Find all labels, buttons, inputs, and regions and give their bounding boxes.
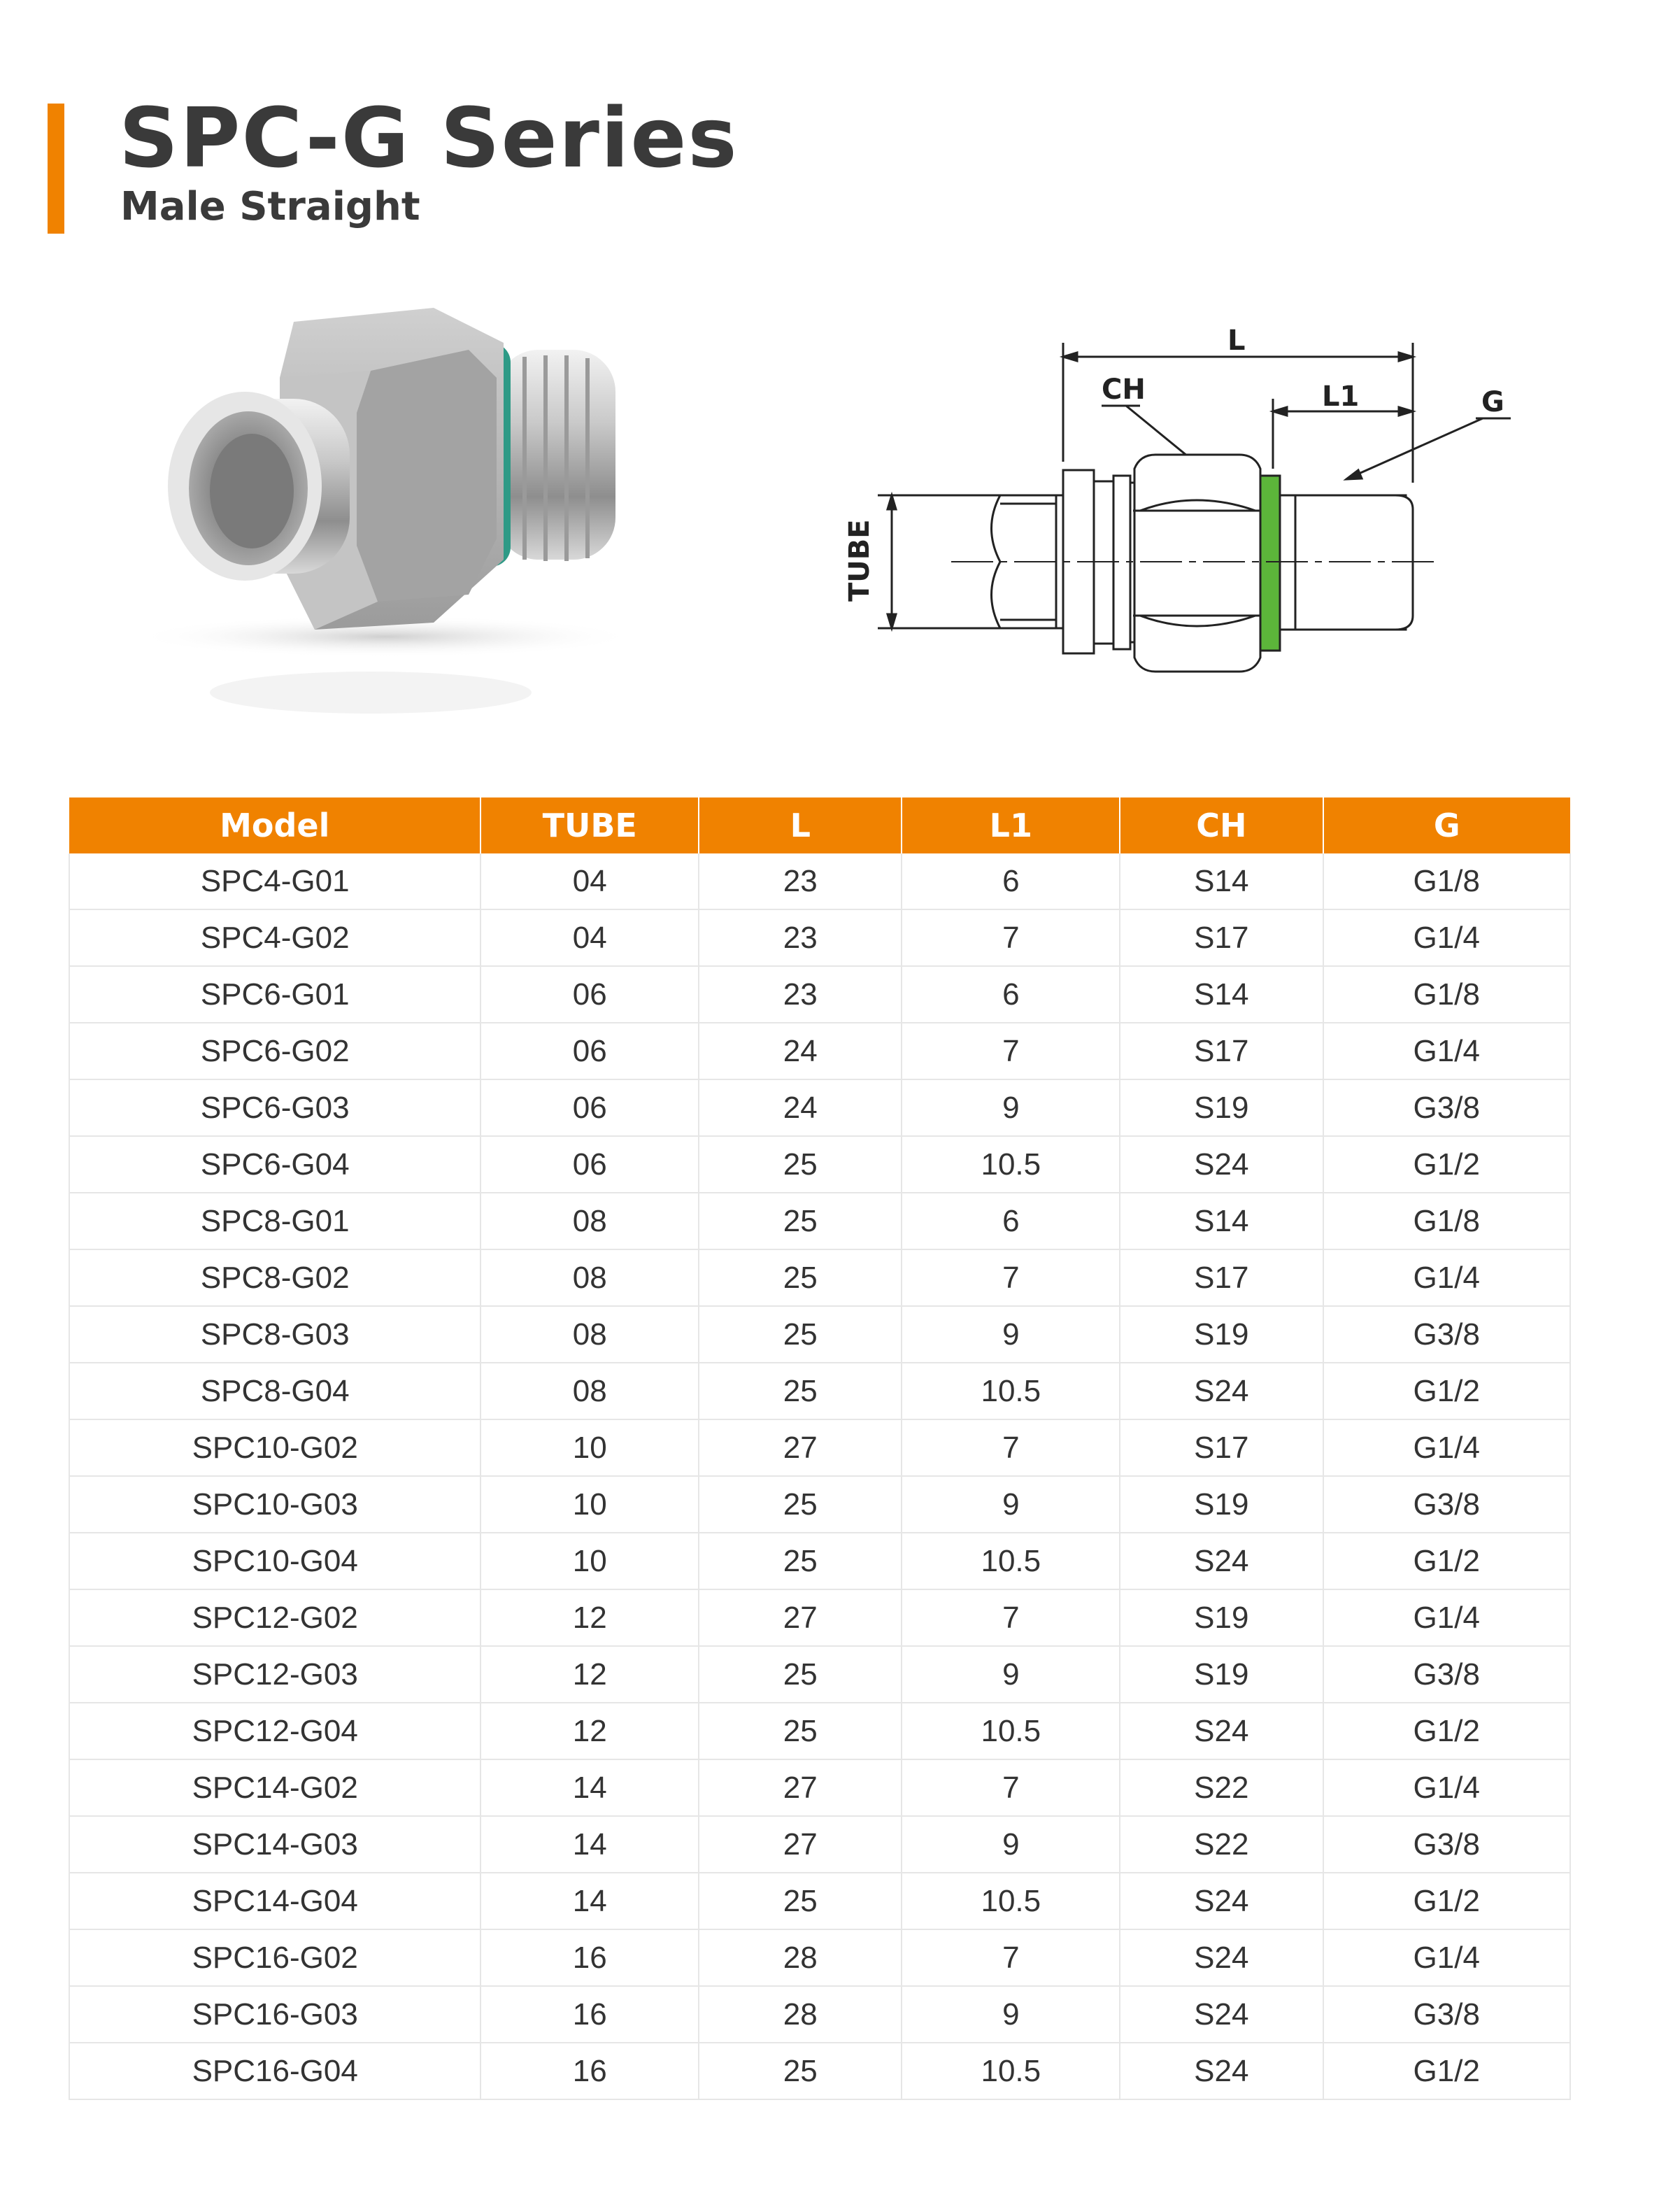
cell-l1: 10.5 <box>902 1533 1120 1589</box>
cell-ch: S24 <box>1120 1703 1323 1759</box>
table-row <box>69 2043 1570 2099</box>
cell-ch: S17 <box>1120 1419 1323 1476</box>
cell-g: G1/2 <box>1323 1363 1571 1419</box>
cell-l: 25 <box>699 1646 902 1703</box>
dimension-label-l: L <box>1227 325 1246 357</box>
dimension-label-l1: L1 <box>1322 381 1360 413</box>
cell-tube: 12 <box>480 1703 699 1759</box>
cell-model: SPC12-G02 <box>69 1589 480 1646</box>
table-row <box>69 1533 1570 1589</box>
cell-tube: 06 <box>480 1023 699 1079</box>
table-row <box>69 1646 1570 1703</box>
cell-model: SPC6-G02 <box>69 1023 480 1079</box>
cell-l: 25 <box>699 1136 902 1193</box>
column-header-model: Model <box>69 797 480 853</box>
cell-l1: 9 <box>902 1079 1120 1136</box>
table-row <box>69 1929 1570 1986</box>
cell-l: 23 <box>699 853 902 909</box>
table-body <box>69 853 1570 2099</box>
cell-model: SPC12-G03 <box>69 1646 480 1703</box>
cell-l1: 7 <box>902 1419 1120 1476</box>
cell-l1: 7 <box>902 1759 1120 1816</box>
cell-g: G1/8 <box>1323 1193 1571 1249</box>
cell-ch: S24 <box>1120 1136 1323 1193</box>
table-row <box>69 1193 1570 1249</box>
cell-ch: S22 <box>1120 1816 1323 1873</box>
cell-model: SPC8-G01 <box>69 1193 480 1249</box>
cell-tube: 10 <box>480 1419 699 1476</box>
cell-g: G1/4 <box>1323 1023 1571 1079</box>
cell-l1: 6 <box>902 853 1120 909</box>
cell-tube: 08 <box>480 1193 699 1249</box>
cell-l: 25 <box>699 1873 902 1929</box>
page-subtitle: Male Straight <box>120 184 420 229</box>
cell-ch: S14 <box>1120 1193 1323 1249</box>
cell-l1: 10.5 <box>902 1363 1120 1419</box>
cell-model: SPC6-G04 <box>69 1136 480 1193</box>
cell-tube: 14 <box>480 1816 699 1873</box>
cell-l1: 7 <box>902 1589 1120 1646</box>
cell-ch: S17 <box>1120 909 1323 966</box>
cell-g: G3/8 <box>1323 1816 1571 1873</box>
column-header-l1: L1 <box>902 797 1120 853</box>
cell-l: 27 <box>699 1419 902 1476</box>
cell-ch: S24 <box>1120 1986 1323 2043</box>
cell-model: SPC16-G03 <box>69 1986 480 2043</box>
cell-l: 24 <box>699 1079 902 1136</box>
cell-l1: 10.5 <box>902 2043 1120 2099</box>
cell-model: SPC6-G01 <box>69 966 480 1023</box>
column-header-l: L <box>699 797 902 853</box>
cell-l1: 10.5 <box>902 1703 1120 1759</box>
cell-ch: S24 <box>1120 1929 1323 1986</box>
cell-tube: 08 <box>480 1363 699 1419</box>
title-accent-bar <box>48 104 64 234</box>
cell-l1: 7 <box>902 909 1120 966</box>
cell-g: G3/8 <box>1323 1306 1571 1363</box>
cell-l1: 6 <box>902 1193 1120 1249</box>
cell-ch: S14 <box>1120 966 1323 1023</box>
table-row <box>69 1986 1570 2043</box>
cell-ch: S24 <box>1120 1533 1323 1589</box>
cell-tube: 10 <box>480 1533 699 1589</box>
fitting-dimension-drawing-icon <box>832 308 1546 700</box>
column-header-tube: TUBE <box>480 797 699 853</box>
cell-model: SPC6-G03 <box>69 1079 480 1136</box>
column-header-ch: CH <box>1120 797 1323 853</box>
column-header-g: G <box>1323 797 1571 853</box>
cell-l1: 7 <box>902 1929 1120 1986</box>
table-row <box>69 1079 1570 1136</box>
cell-g: G3/8 <box>1323 1646 1571 1703</box>
table-row <box>69 1589 1570 1646</box>
cell-tube: 04 <box>480 853 699 909</box>
cell-g: G1/4 <box>1323 1589 1571 1646</box>
cell-l1: 6 <box>902 966 1120 1023</box>
table-row <box>69 1759 1570 1816</box>
cell-ch: S24 <box>1120 1363 1323 1419</box>
cell-model: SPC16-G04 <box>69 2043 480 2099</box>
table-row <box>69 1419 1570 1476</box>
cell-ch: S19 <box>1120 1589 1323 1646</box>
cell-tube: 16 <box>480 1929 699 1986</box>
cell-model: SPC8-G02 <box>69 1249 480 1306</box>
cell-tube: 04 <box>480 909 699 966</box>
cell-model: SPC8-G04 <box>69 1363 480 1419</box>
cell-l: 28 <box>699 1929 902 1986</box>
spec-table <box>69 797 1571 2100</box>
cell-tube: 16 <box>480 1986 699 2043</box>
cell-tube: 06 <box>480 1079 699 1136</box>
dimension-label-g: G <box>1481 386 1504 418</box>
cell-ch: S17 <box>1120 1023 1323 1079</box>
table-row <box>69 1306 1570 1363</box>
cell-l: 23 <box>699 909 902 966</box>
cell-model: SPC14-G04 <box>69 1873 480 1929</box>
cell-tube: 08 <box>480 1249 699 1306</box>
table-row <box>69 1249 1570 1306</box>
cell-model: SPC4-G02 <box>69 909 480 966</box>
cell-tube: 06 <box>480 966 699 1023</box>
cell-model: SPC4-G01 <box>69 853 480 909</box>
cell-l1: 10.5 <box>902 1873 1120 1929</box>
table-row <box>69 1136 1570 1193</box>
cell-ch: S19 <box>1120 1646 1323 1703</box>
table-row <box>69 853 1570 909</box>
cell-ch: S24 <box>1120 2043 1323 2099</box>
dimension-label-ch: CH <box>1102 374 1146 406</box>
cell-ch: S22 <box>1120 1759 1323 1816</box>
cell-l: 25 <box>699 1249 902 1306</box>
cell-l: 27 <box>699 1816 902 1873</box>
cell-tube: 08 <box>480 1306 699 1363</box>
cell-g: G1/2 <box>1323 2043 1571 2099</box>
cell-ch: S14 <box>1120 853 1323 909</box>
cell-ch: S17 <box>1120 1249 1323 1306</box>
cell-l1: 9 <box>902 1476 1120 1533</box>
page-title: SPC-G Series <box>119 90 739 186</box>
cell-model: SPC10-G02 <box>69 1419 480 1476</box>
cell-l: 25 <box>699 1476 902 1533</box>
cell-g: G1/2 <box>1323 1136 1571 1193</box>
cell-g: G1/4 <box>1323 1249 1571 1306</box>
cell-tube: 14 <box>480 1759 699 1816</box>
cell-tube: 16 <box>480 2043 699 2099</box>
table-row <box>69 1816 1570 1873</box>
cell-g: G1/8 <box>1323 966 1571 1023</box>
cell-tube: 12 <box>480 1646 699 1703</box>
cell-g: G1/4 <box>1323 1419 1571 1476</box>
cell-model: SPC14-G03 <box>69 1816 480 1873</box>
table-row <box>69 1476 1570 1533</box>
cell-g: G1/8 <box>1323 853 1571 909</box>
cell-model: SPC8-G03 <box>69 1306 480 1363</box>
cell-ch: S19 <box>1120 1476 1323 1533</box>
cell-l1: 7 <box>902 1023 1120 1079</box>
cell-l1: 9 <box>902 1306 1120 1363</box>
table-row <box>69 909 1570 966</box>
table-row <box>69 1703 1570 1759</box>
cell-l: 24 <box>699 1023 902 1079</box>
cell-l: 27 <box>699 1589 902 1646</box>
cell-l: 23 <box>699 966 902 1023</box>
cell-ch: S19 <box>1120 1079 1323 1136</box>
cell-g: G1/4 <box>1323 909 1571 966</box>
table-row <box>69 1873 1570 1929</box>
cell-g: G3/8 <box>1323 1986 1571 2043</box>
cell-l: 25 <box>699 1363 902 1419</box>
cell-model: SPC16-G02 <box>69 1929 480 1986</box>
table-row <box>69 966 1570 1023</box>
cell-model: SPC10-G03 <box>69 1476 480 1533</box>
cell-l1: 9 <box>902 1646 1120 1703</box>
cell-model: SPC14-G02 <box>69 1759 480 1816</box>
cell-l: 27 <box>699 1759 902 1816</box>
cell-tube: 14 <box>480 1873 699 1929</box>
cell-tube: 06 <box>480 1136 699 1193</box>
table-header-row <box>69 797 1570 853</box>
cell-g: G1/2 <box>1323 1703 1571 1759</box>
dimension-label-tube: TUBE <box>843 519 876 602</box>
cell-l: 25 <box>699 1306 902 1363</box>
cell-g: G1/2 <box>1323 1873 1571 1929</box>
cell-l1: 9 <box>902 1816 1120 1873</box>
cell-g: G1/4 <box>1323 1759 1571 1816</box>
cell-ch: S19 <box>1120 1306 1323 1363</box>
table-row <box>69 1363 1570 1419</box>
cell-model: SPC10-G04 <box>69 1533 480 1589</box>
cell-l1: 7 <box>902 1249 1120 1306</box>
cell-g: G1/2 <box>1323 1533 1571 1589</box>
cell-tube: 12 <box>480 1589 699 1646</box>
table-row <box>69 1023 1570 1079</box>
cell-l1: 10.5 <box>902 1136 1120 1193</box>
cell-model: SPC12-G04 <box>69 1703 480 1759</box>
cell-g: G3/8 <box>1323 1476 1571 1533</box>
cell-l: 25 <box>699 2043 902 2099</box>
cell-ch: S24 <box>1120 1873 1323 1929</box>
cell-l: 25 <box>699 1533 902 1589</box>
cell-g: G3/8 <box>1323 1079 1571 1136</box>
cell-tube: 10 <box>480 1476 699 1533</box>
cell-l: 28 <box>699 1986 902 2043</box>
cell-l: 25 <box>699 1193 902 1249</box>
cell-g: G1/4 <box>1323 1929 1571 1986</box>
push-in-fitting-photo-icon <box>105 294 664 742</box>
cell-l: 25 <box>699 1703 902 1759</box>
cell-l1: 9 <box>902 1986 1120 2043</box>
